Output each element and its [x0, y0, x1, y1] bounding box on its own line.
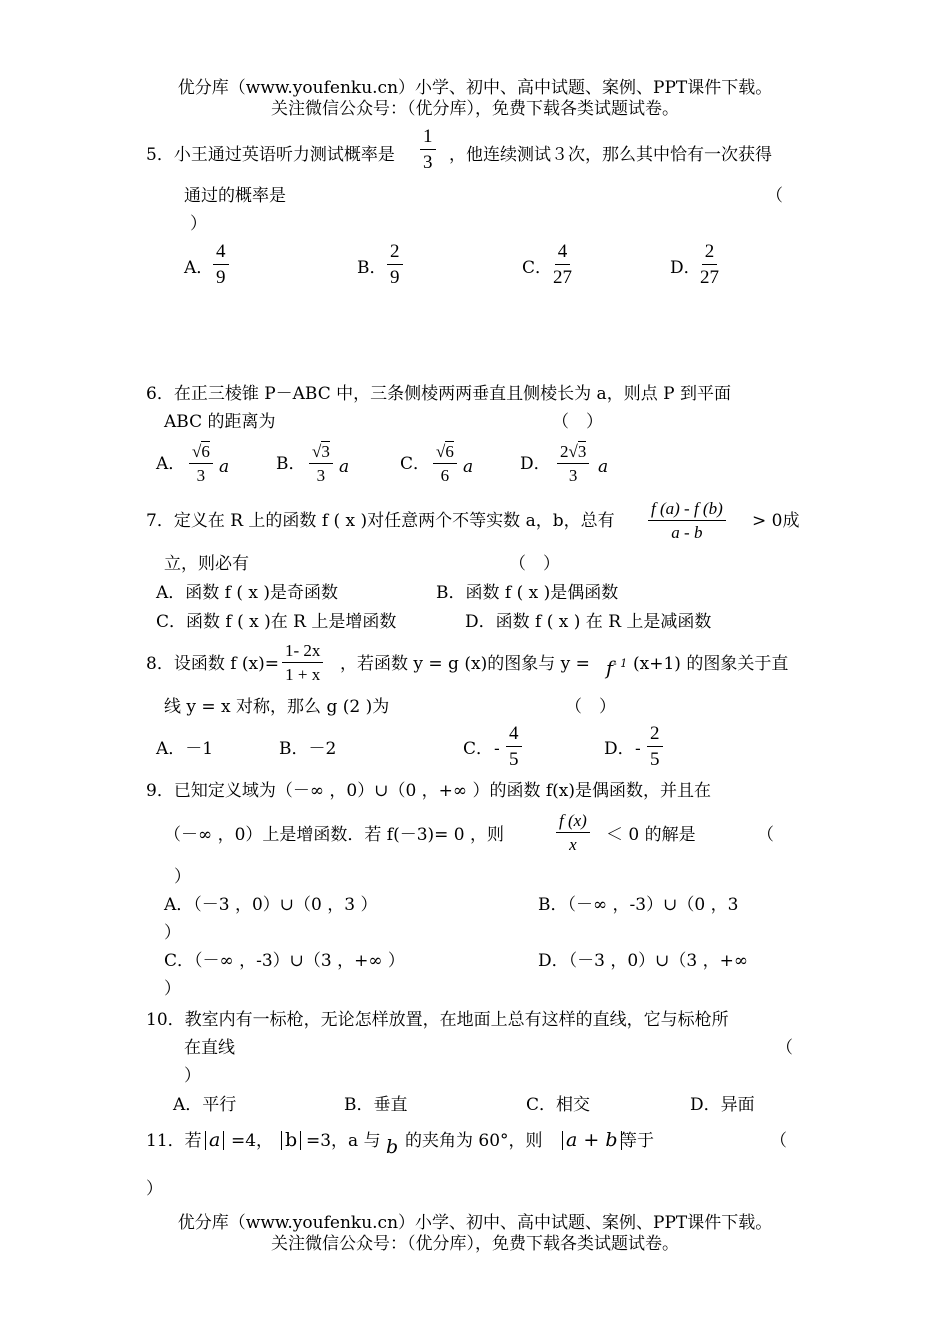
q8-f-inverse-sup: - 1 — [613, 657, 628, 670]
q8-f-symbol: f — [606, 657, 614, 680]
q9-option-d: D．（－3 ，0）∪（3 ，+∞ — [538, 951, 749, 971]
q5-fraction — [420, 127, 436, 172]
q5-option-a-label: A． — [184, 258, 214, 278]
q6-option-a-label: A． — [156, 454, 186, 474]
q7-option-c: C．函数 f ( x )在 R 上是增函数 — [156, 612, 397, 632]
q6-paren: （ ） — [552, 412, 603, 432]
q6-option-c-label: C． — [400, 454, 431, 474]
q8-option-c-den: 5 — [509, 749, 519, 770]
q6-option-a-var: a — [219, 457, 230, 477]
q6-option-d-frac — [557, 443, 589, 484]
q6-option-a-den: 3 — [196, 466, 206, 485]
q6-option-b-radicand: 3 — [321, 442, 330, 461]
q6-option-d-den: 3 — [568, 466, 578, 485]
q8-frac-den: 1 + x — [285, 665, 321, 684]
q9-option-b: B．（－∞ ，-3）∪（0 ，3 — [538, 895, 739, 915]
q11-paren-close: ） — [146, 1179, 163, 1199]
q6-option-d-label: D． — [520, 454, 551, 474]
q10-stem: 10．教室内有一标枪，无论怎样放置，在地面上总有这样的直线，它与标枪所 — [146, 1010, 729, 1030]
q5-option-b-label: B． — [357, 258, 387, 278]
q6-option-c-num: √6 — [433, 443, 457, 464]
q11-stem-end: 等于 — [620, 1131, 654, 1151]
q5-option-b-frac — [387, 242, 403, 287]
q6-option-c-den: 6 — [440, 466, 450, 485]
q5-option-c-den: 27 — [553, 267, 572, 288]
q11-b-italic: b — [386, 1136, 399, 1158]
q8-stem-line2: 线 y = x 对称，那么 g (2 )为 — [164, 697, 390, 717]
q5-stem: 5．小王通过英语听力测试概率是 — [146, 145, 395, 165]
q8-option-d-den: 5 — [650, 749, 660, 770]
q6-option-b-label: B． — [276, 454, 306, 474]
q6-option-c-radicand: 6 — [445, 442, 454, 461]
q6-option-d-coef: 2 — [560, 442, 569, 461]
q10-option-d: D．异面 — [690, 1095, 755, 1115]
q5-paren-close: ） — [190, 214, 207, 234]
q8-stem: 8．设函数 f (x)= — [146, 654, 280, 674]
header-line-1: 优分库（www.youfenku.cn）小学、初中、高中试题、案例、PPT课件下载。 — [177, 78, 773, 98]
q6-option-d-num: 2√3 — [557, 443, 589, 464]
q11-abs-b: b — [281, 1131, 301, 1150]
q10-option-c: C．相交 — [526, 1095, 591, 1115]
q10-option-b: B．垂直 — [344, 1095, 408, 1115]
q7-frac-den: a - b — [671, 523, 703, 542]
q8-option-d-label: D． — [604, 739, 635, 759]
q10-stem-line2: 在直线 — [184, 1038, 235, 1058]
q7-option-b: B．函数 f ( x )是偶函数 — [436, 583, 619, 603]
q7-option-d: D．函数 f ( x ) 在 R 上是减函数 — [465, 612, 712, 632]
q8-option-b: B．－2 — [279, 739, 337, 759]
q5-option-d-num: 2 — [702, 242, 718, 265]
q9-frac-den: x — [569, 835, 577, 854]
q7-fraction — [648, 500, 726, 541]
q11-stem: 11．若 — [146, 1131, 202, 1151]
q7-paren: （ ） — [509, 554, 560, 574]
q5-option-c-label: C． — [522, 258, 553, 278]
q9-option-a: A．（－3 ，0）∪（0 ，3 ） — [164, 895, 378, 915]
q5-option-b-num: 2 — [387, 242, 403, 265]
q9-frac-num: f (x) — [556, 812, 590, 833]
q8-stem-cont: ，若函数 y = g (x)的图象与 y = — [340, 654, 590, 674]
q9-stem: 9．已知定义域为（－∞ ，0）∪（0 ，+∞ ）的函数 f(x)是偶函数，并且在 — [146, 781, 712, 801]
q8-paren: （ ） — [565, 697, 616, 717]
q9-fraction — [556, 812, 590, 853]
footer-line-1: 优分库（www.youfenku.cn）小学、初中、高中试题、案例、PPT课件下载。 — [177, 1213, 773, 1233]
q8-option-c-frac — [506, 724, 522, 769]
q9-option-d-close: ） — [164, 979, 181, 999]
q8-f-inverse — [606, 658, 627, 678]
q9-stem-line2: （－∞ ，0）上是增函数．若 f(－3)= 0 ，则 — [164, 825, 505, 845]
q11-paren-open: （ — [770, 1131, 787, 1151]
q5-stem-line2: 通过的概率是 — [184, 186, 286, 206]
q5-option-a-frac — [213, 242, 229, 287]
q8-option-c-sign: - — [494, 739, 500, 759]
q6-option-c-var: a — [463, 457, 474, 477]
q8-option-d-sign: - — [635, 739, 641, 759]
q10-paren-close: ） — [184, 1066, 201, 1086]
q7-stem-line2: 立，则必有 — [164, 554, 249, 574]
q7-stem: 7．定义在 R 上的函数 f ( x )对任意两个不等实数 a，b，总有 — [146, 511, 615, 531]
q7-option-a: A．函数 f ( x )是奇函数 — [156, 583, 339, 603]
q10-paren-open: （ — [776, 1038, 793, 1058]
q6-option-a-frac — [189, 443, 213, 484]
q6-option-b-den: 3 — [316, 466, 326, 485]
q9-paren-open: （ — [757, 825, 774, 845]
q6-option-a-radicand: 6 — [201, 442, 210, 461]
q5-frac-den: 3 — [423, 152, 433, 173]
q6-stem: 6．在正三棱锥 P－ABC 中，三条侧棱两两垂直且侧棱长为 a，则点 P 到平面 — [146, 384, 731, 404]
q6-option-b-frac — [309, 443, 333, 484]
q5-option-a-num: 4 — [213, 242, 229, 265]
q7-frac-num: f (a) - f (b) — [648, 500, 726, 521]
q6-option-d-radicand: 3 — [577, 442, 587, 461]
q5-option-b-den: 9 — [390, 267, 400, 288]
q6-option-c-frac — [433, 443, 457, 484]
q5-frac-num: 1 — [420, 127, 436, 150]
q9-paren-close: ） — [174, 867, 191, 887]
q5-stem-cont: ，他连续测试３次，那么其中恰有一次获得 — [449, 145, 772, 165]
q5-option-d-label: D． — [670, 258, 701, 278]
q8-option-c-label: C． — [463, 739, 494, 759]
q11-abs-a: a — [205, 1131, 224, 1150]
q5-option-a-den: 9 — [216, 267, 226, 288]
q8-option-c-num: 4 — [506, 724, 522, 747]
q10-option-a: A．平行 — [173, 1095, 237, 1115]
q6-stem-line2: ABC 的距离为 — [164, 412, 276, 432]
q8-option-d-frac — [647, 724, 663, 769]
footer-line-2: 关注微信公众号：（优分库），免费下载各类试题试卷。 — [271, 1234, 679, 1254]
q8-stem-cont-2: (x+1) 的图象关于直 — [633, 654, 789, 674]
q11-abs-sum: a + b — [562, 1131, 622, 1150]
q5-paren-open: （ — [766, 186, 783, 206]
q6-option-d-var: a — [598, 457, 609, 477]
q8-fraction — [282, 642, 323, 683]
q5-option-d-frac — [700, 242, 719, 287]
q6-option-b-num: √3 — [309, 443, 333, 464]
q11-eq-1: =4， — [231, 1131, 274, 1151]
q7-stem-cont: > 0成 — [752, 511, 800, 531]
header-line-2: 关注微信公众号：（优分库），免费下载各类试题试卷。 — [271, 99, 679, 119]
q6-option-b-var: a — [339, 457, 350, 477]
q5-option-c-num: 4 — [555, 242, 571, 265]
q11-stem-cont: 的夹角为 60°，则 — [405, 1131, 543, 1151]
q9-option-b-close: ） — [164, 923, 181, 943]
q5-option-c-frac — [553, 242, 572, 287]
q9-option-c: C．（－∞ ，-3）∪（3 ，+∞ ） — [164, 951, 405, 971]
q8-option-d-num: 2 — [647, 724, 663, 747]
q9-stem-cont: ＜ 0 的解是 — [606, 825, 696, 845]
q6-option-a-num: √6 — [189, 443, 213, 464]
q5-option-d-den: 27 — [700, 267, 719, 288]
q11-eq-2: =3，a 与 — [306, 1131, 381, 1151]
q8-frac-num: 1- 2x — [282, 642, 323, 663]
q8-option-a: A．－1 — [156, 739, 214, 759]
